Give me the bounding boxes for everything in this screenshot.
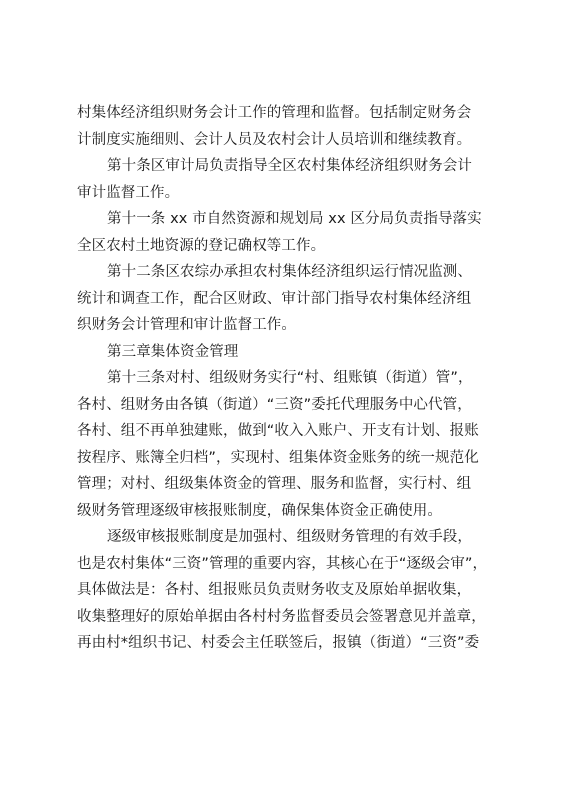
article-12-paragraph: 第十二条区农综办承担农村集体经济组织运行情况监测、 [107,264,472,280]
article-10-paragraph: 第十条区审计局负责指导全区农村集体经济组织财务会计 [107,158,472,174]
text-line: 村集体经济组织财务会计工作的管理和监督。包括制定财务会 [77,105,472,121]
text-line: 也是农村集体“三资”管理的重要内容，其核心在于“逐级会审”， [77,555,488,572]
text-line: 织财务会计管理和审计监督工作。 [77,317,296,333]
text-line: 管理；对村、组级集体资金的管理、服务和监督，实行村、组 [77,476,472,492]
text-line: 级财务管理逐级审核报账制度，确保集体资金正确使用。 [77,502,442,519]
text-line: 收集整理好的原始单据由各村村务监督委员会签署意见并盖章， [77,608,486,625]
audit-paragraph: 逐级审核报账制度是加强村、组级财务管理的有效手段， [107,529,472,545]
text-line: 全区农村土地资源的登记确权等工作。 [77,237,326,254]
text-line: 计制度实施细则、会计人员及农村会计人员培训和继续教育。 [77,131,472,148]
document-body [77,100,493,657]
article-13-paragraph: 第十三条对村、组级财务实行“村、组账镇（街道）管”， [107,370,473,386]
text-line: 具体做法是：各村、组报账员负责财务收支及原始单据收集， [77,582,472,598]
text-line: 审计监督工作。 [77,184,180,201]
text-line: 各村、组财务由各镇（街道）“三资”委托代理服务中心代管， [77,396,472,413]
article-11-paragraph: 第十一条 xx 市自然资源和规划局 xx 区分局负责指导落实 [107,211,482,227]
text-line: 统计和调查工作，配合区财政、审计部门指导农村集体经济组 [77,290,472,307]
text-line: 再由村*组织书记、村委会主任联签后，报镇（街道）“三资”委 [77,635,480,651]
text-line: 按程序、账簿全归档”，实现村、组集体资金账务的统一规范化 [77,449,479,466]
text-line: 各村、组不再单独建账，做到“收入入账户、开支有计划、报账 [77,423,479,439]
chapter-heading: 第三章集体资金管理 [107,343,239,360]
